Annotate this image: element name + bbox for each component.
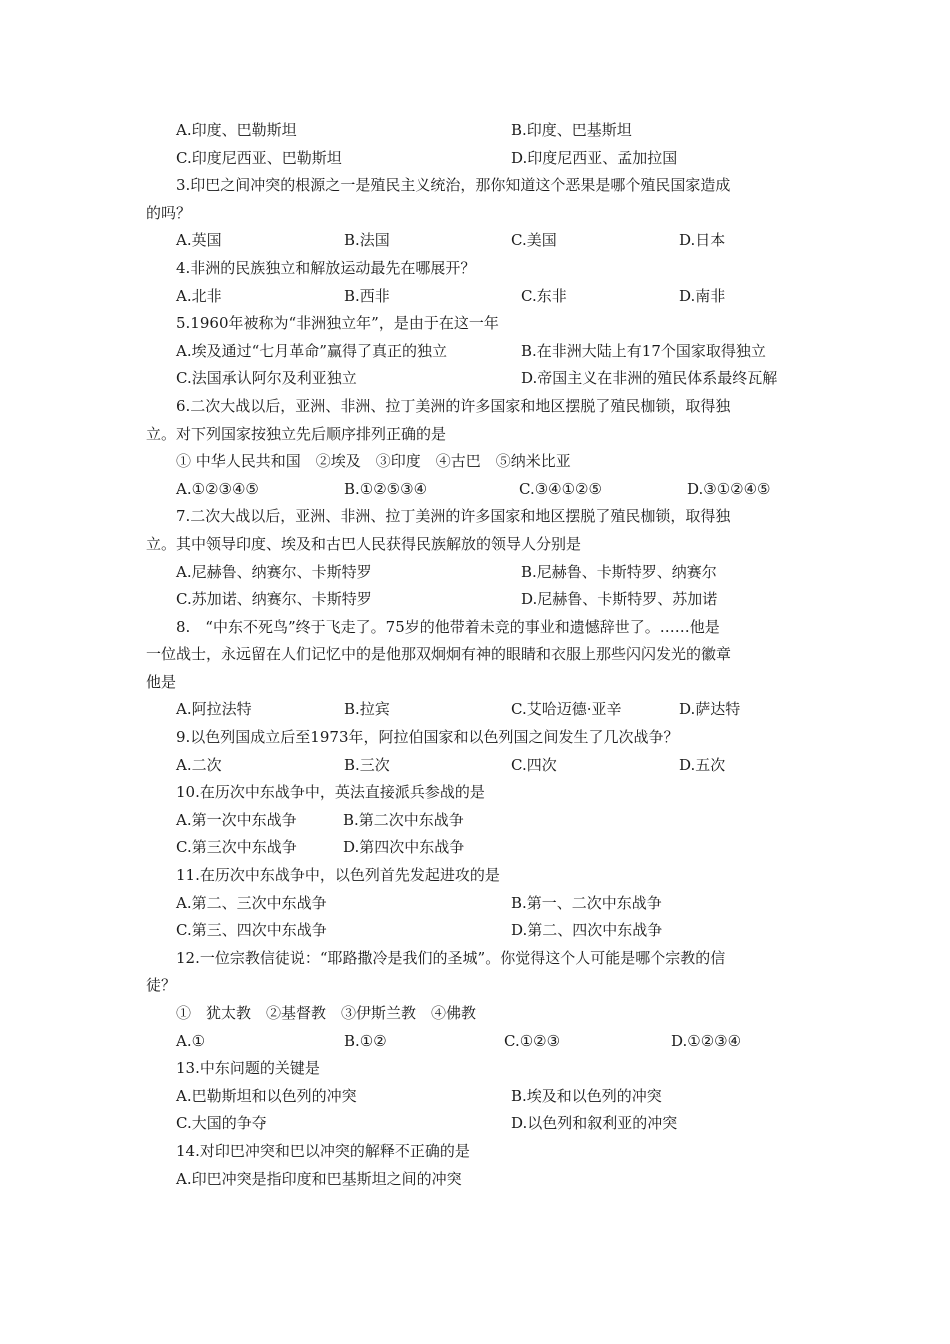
- q13-option-c: C.大国的争夺: [176, 1114, 267, 1133]
- q4-option-a: A.北非: [176, 286, 222, 305]
- q4-option-b: B.西非: [344, 286, 390, 305]
- q13-option-row-2: [146, 1110, 810, 1138]
- q8-stem-cont-2: 他是: [146, 672, 177, 691]
- q12-stem-cont: 徒？: [146, 976, 177, 995]
- q14-option-a: A.印巴冲突是指印度和巴基斯坦之间的冲突: [176, 1169, 462, 1188]
- q8-option-row: [146, 696, 810, 724]
- q12-option-d: D.①②③④: [671, 1031, 742, 1050]
- q2-option-row-2: [146, 145, 810, 173]
- q6-option-d: D.③①②④⑤: [687, 479, 771, 498]
- q12-option-b: B.①②: [344, 1031, 387, 1050]
- q6-items: ① 中华人民共和国 ②埃及 ③印度 ④古巴 ⑤纳米比亚: [176, 452, 571, 471]
- q9-option-c: C.四次: [511, 755, 557, 774]
- q3-option-c: C.美国: [511, 231, 557, 250]
- q12-option-row: [146, 1028, 810, 1056]
- q11-option-d: D.第二、四次中东战争: [511, 921, 663, 940]
- q12-items: ① 犹太教 ②基督教 ③伊斯兰教 ④佛教: [176, 1004, 477, 1022]
- q8-option-c: C.艾哈迈德·亚辛: [511, 700, 622, 719]
- q9-stem: 9.以色列国成立后至1973年，阿拉伯国家和以色列国之间发生了几次战争？: [176, 728, 679, 747]
- q7-option-a: A.尼赫鲁、纳赛尔、卡斯特罗: [176, 562, 372, 581]
- q6-option-row: [146, 476, 810, 504]
- q10-option-d: D.第四次中东战争: [343, 838, 465, 857]
- q7-option-b: B.尼赫鲁、卡斯特罗、纳赛尔: [521, 562, 717, 581]
- q8-stem: 8. “中东不死鸟”终于飞走了。75岁的他带着未竞的事业和遗憾辞世了。……他是: [176, 617, 720, 636]
- q10-stem: 10.在历次中东战争中，英法直接派兵参战的是: [176, 783, 485, 802]
- q9-option-d: D.五次: [679, 755, 726, 774]
- q6-stem-cont: 立。对下列国家按独立先后顺序排列正确的是: [146, 424, 447, 443]
- q8-stem-cont-1: 一位战士，永远留在人们记忆中的是他那双炯炯有神的眼睛和衣服上那些闪闪发光的徽章: [146, 645, 732, 664]
- q7-stem: 7.二次大战以后，亚洲、非洲、拉丁美洲的许多国家和地区摆脱了殖民枷锁，取得独: [176, 507, 731, 526]
- q11-stem: 11.在历次中东战争中，以色列首先发起进攻的是: [176, 866, 500, 885]
- q13-option-d: D.以色列和叙利亚的冲突: [511, 1114, 678, 1133]
- q12-option-c: C.①②③: [504, 1031, 561, 1050]
- q10-option-row-2: [146, 834, 810, 862]
- q13-option-a: A.巴勒斯坦和以色列的冲突: [176, 1086, 357, 1105]
- q2-option-d: D.印度尼西亚、孟加拉国: [511, 148, 678, 167]
- q2-option-c: C.印度尼西亚、巴勒斯坦: [176, 148, 342, 167]
- q11-option-row-1: [146, 890, 810, 918]
- q3-option-d: D.日本: [679, 231, 726, 250]
- q10-option-c: C.第三次中东战争: [176, 838, 297, 857]
- q4-option-c: C.东非: [521, 286, 567, 305]
- q5-stem: 5.1960年被称为“非洲独立年”，是由于在这一年: [176, 314, 499, 333]
- q4-option-row: [146, 283, 810, 311]
- q7-option-row-1: [146, 559, 810, 587]
- q2-option-a: A.印度、巴勒斯坦: [176, 121, 297, 139]
- q4-option-d: D.南非: [679, 286, 726, 305]
- q11-option-c: C.第三、四次中东战争: [176, 921, 327, 940]
- q6-option-b: B.①②⑤③④: [344, 479, 428, 498]
- q9-option-row: [146, 752, 810, 780]
- q5-option-a: A.埃及通过“七月革命”赢得了真正的独立: [176, 341, 447, 360]
- q12-stem: 12.一位宗教信徒说：“耶路撒冷是我们的圣城”。你觉得这个人可能是哪个宗教的信: [176, 948, 726, 967]
- q9-option-b: B.三次: [344, 755, 390, 774]
- q3-option-a: A.英国: [176, 231, 222, 250]
- q7-option-row-2: [146, 586, 810, 614]
- q12-option-a: A.①: [176, 1031, 206, 1050]
- q3-option-b: B.法国: [344, 231, 390, 250]
- q4-stem: 4.非洲的民族独立和解放运动最先在哪展开？: [176, 258, 476, 277]
- q3-stem-cont: 的吗？: [146, 203, 192, 222]
- q3-option-row: [146, 227, 810, 255]
- q6-option-a: A.①②③④⑤: [176, 479, 259, 498]
- q11-option-a: A.第二、三次中东战争: [176, 893, 327, 912]
- q8-option-d: D.萨达特: [679, 700, 741, 719]
- q6-stem: 6.二次大战以后，亚洲、非洲、拉丁美洲的许多国家和地区摆脱了殖民枷锁，取得独: [176, 396, 731, 415]
- q6-option-c: C.③④①②⑤: [519, 479, 602, 498]
- q5-option-d: D.帝国主义在非洲的殖民体系最终瓦解: [521, 369, 778, 388]
- q13-option-b: B.埃及和以色列的冲突: [511, 1086, 662, 1105]
- q13-option-row-1: [146, 1083, 810, 1111]
- q10-option-row-1: [146, 807, 810, 835]
- q5-option-row-2: [146, 365, 810, 393]
- q7-option-d: D.尼赫鲁、卡斯特罗、苏加诺: [521, 590, 718, 609]
- q3-stem: 3.印巴之间冲突的根源之一是殖民主义统治，那你知道这个恶果是哪个殖民国家造成: [176, 176, 731, 195]
- q2-option-row-1: [146, 117, 810, 145]
- q10-option-b: B.第二次中东战争: [343, 810, 464, 829]
- q5-option-row-1: [146, 338, 810, 366]
- q11-option-row-2: [146, 917, 810, 945]
- q8-option-b: B.拉宾: [344, 700, 390, 719]
- q9-option-a: A.二次: [176, 755, 222, 774]
- q11-option-b: B.第一、二次中东战争: [511, 893, 662, 912]
- q7-option-c: C.苏加诺、纳赛尔、卡斯特罗: [176, 590, 372, 609]
- q5-option-b: B.在非洲大陆上有17个国家取得独立: [521, 341, 766, 360]
- q5-option-c: C.法国承认阿尔及利亚独立: [176, 369, 357, 388]
- q10-option-a: A.第一次中东战争: [176, 810, 297, 829]
- q8-option-a: A.阿拉法特: [176, 700, 252, 719]
- question-list: [146, 117, 810, 1193]
- q13-stem: 13.中东问题的关键是: [176, 1059, 320, 1078]
- q14-stem: 14.对印巴冲突和巴以冲突的解释不正确的是: [176, 1141, 470, 1160]
- q7-stem-cont: 立。其中领导印度、埃及和古巴人民获得民族解放的领导人分别是: [146, 534, 582, 553]
- q2-option-b: B.印度、巴基斯坦: [511, 121, 632, 139]
